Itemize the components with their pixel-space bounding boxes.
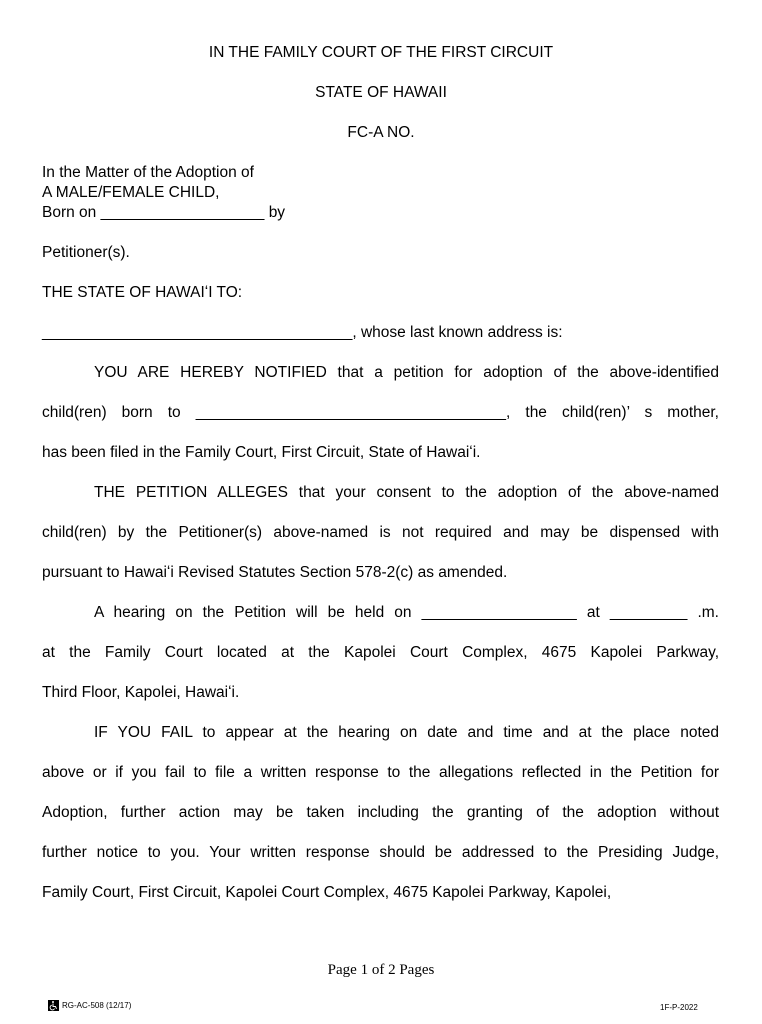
paragraph-3-line-1: A hearing on the Petition will be held on __________________ at _________ .m. [94, 604, 719, 621]
caption-line-1: In the Matter of the Adoption of [42, 164, 254, 181]
paragraph-4-line-2: above or if you fail to file a written response to the allegations reflected in the Petition for [42, 764, 719, 781]
case-number: FC-A NO. [347, 124, 415, 141]
caption-line-3: Born on ___________________ by [42, 204, 286, 221]
addressee-heading: THE STATE OF HAWAIʻI TO: [42, 284, 243, 301]
form-code: 1F-P-2022 [660, 1003, 698, 1012]
paragraph-1-line-2: child(ren) born to ____________________________________, the child(ren)’ s mother, [42, 404, 719, 421]
paragraph-3-line-2: at the Family Court located at the Kapolei Court Complex, 4675 Kapolei Parkway, [42, 644, 719, 661]
paragraph-3-line-3: Third Floor, Kapolei, Hawaiʻi. [42, 684, 240, 701]
paragraph-1-line-1: YOU ARE HEREBY NOTIFIED that a petition for adoption of the above-identified [94, 364, 719, 381]
address-line: ____________________________________, whose last known address is: [42, 324, 563, 341]
wheelchair-icon [48, 1000, 59, 1011]
state-heading: STATE OF HAWAII [315, 84, 447, 101]
paragraph-4-line-3: Adoption, further action may be taken including the granting of the adoption without [42, 804, 719, 821]
paragraph-2-line-3: pursuant to Hawaiʻi Revised Statutes Section 578-2(c) as amended. [42, 564, 508, 581]
paragraph-1-line-3: has been filed in the Family Court, First Circuit, State of Hawaiʻi. [42, 444, 481, 461]
paragraph-4-line-1: IF YOU FAIL to appear at the hearing on date and time and at the place noted [94, 724, 719, 741]
court-heading: IN THE FAMILY COURT OF THE FIRST CIRCUIT [208, 44, 554, 61]
form-number-text: RG-AC-508 (12/17) [62, 1001, 132, 1010]
page-number: Page 1 of 2 Pages [327, 962, 435, 978]
paragraph-2-line-2: child(ren) by the Petitioner(s) above-named is not required and may be dispensed with [42, 524, 719, 541]
caption-line-2: A MALE/FEMALE CHILD, [42, 184, 220, 201]
form-number [48, 1000, 131, 1011]
petitioner-label: Petitioner(s). [42, 244, 130, 261]
paragraph-4-line-4: further notice to you. Your written response should be addressed to the Presiding Judge, [42, 844, 719, 861]
paragraph-2-line-1: THE PETITION ALLEGES that your consent to the adoption of the above-named [94, 484, 719, 501]
paragraph-4-line-5: Family Court, First Circuit, Kapolei Court Complex, 4675 Kapolei Parkway, Kapolei, [42, 884, 612, 901]
